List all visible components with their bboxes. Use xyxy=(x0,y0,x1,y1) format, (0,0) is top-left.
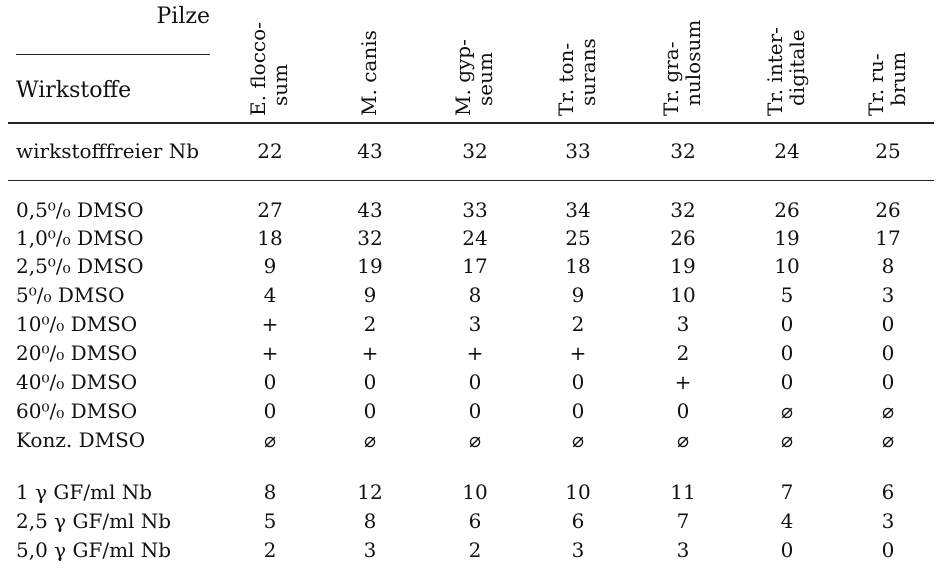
row-label: 2,5⁰/₀ DMSO xyxy=(16,254,144,278)
table-cell: 0 xyxy=(468,370,482,394)
table-cell: 25 xyxy=(565,226,591,250)
table-cell: 9 xyxy=(263,254,277,278)
row-label: 0,5⁰/₀ DMSO xyxy=(16,198,144,222)
table-cell: 7 xyxy=(780,480,794,504)
table-cell: 5 xyxy=(263,509,277,533)
table-cell: 3 xyxy=(571,538,585,562)
column-header-2 xyxy=(358,2,430,116)
table-cell: 2 xyxy=(676,341,690,365)
table-cell: 4 xyxy=(780,509,794,533)
table-cell: 3 xyxy=(468,312,482,336)
column-header-line-2: seum xyxy=(473,52,497,106)
column-header-line-1: Tr. ru- xyxy=(864,53,888,116)
header-rule xyxy=(8,122,934,124)
table-cell: 24 xyxy=(774,139,800,163)
table-cell: 12 xyxy=(357,480,383,504)
column-header-1 xyxy=(247,2,319,116)
column-header-line-2: digitale xyxy=(785,29,809,106)
table-cell: 26 xyxy=(670,226,696,250)
table-cell: 7 xyxy=(676,509,690,533)
table-cell: 0 xyxy=(571,399,585,423)
table-cell: 2 xyxy=(363,312,377,336)
row-label: Konz. DMSO xyxy=(16,428,146,452)
row-label: 20⁰/₀ DMSO xyxy=(16,341,138,365)
table-cell: 6 xyxy=(881,480,895,504)
table-cell: 18 xyxy=(257,226,283,250)
table-cell: ⌀ xyxy=(676,428,690,452)
column-header-line-1: M. canis xyxy=(357,30,381,116)
section-rule xyxy=(8,180,934,181)
table-cell: + xyxy=(569,341,587,365)
column-header-7 xyxy=(865,2,937,116)
row-label: 1,0⁰/₀ DMSO xyxy=(16,226,144,250)
table-cell: 22 xyxy=(257,139,283,163)
table-cell: + xyxy=(466,341,484,365)
table-cell: 0 xyxy=(881,341,895,365)
table-cell: 0 xyxy=(263,370,277,394)
table-cell: 0 xyxy=(780,370,794,394)
corner-header-pilze: Pilze xyxy=(156,4,210,29)
table-cell: 33 xyxy=(462,198,488,222)
column-header-line-1: Tr. inter- xyxy=(763,27,787,116)
table-cell: 27 xyxy=(257,198,283,222)
row-label: 5⁰/₀ DMSO xyxy=(16,283,125,307)
table-cell: ⌀ xyxy=(881,399,895,423)
column-header-5 xyxy=(660,2,732,116)
table-cell: 18 xyxy=(565,254,591,278)
corner-divider xyxy=(16,54,210,55)
table-cell: 32 xyxy=(670,139,696,163)
table-cell: 3 xyxy=(676,312,690,336)
table-cell: 3 xyxy=(881,283,895,307)
table-cell: 19 xyxy=(774,226,800,250)
row-label: 60⁰/₀ DMSO xyxy=(16,399,138,423)
table-cell: ⌀ xyxy=(571,428,585,452)
table-cell: 17 xyxy=(462,254,488,278)
corner-header-wirkstoffe: Wirkstoffe xyxy=(16,78,132,103)
table-cell: 6 xyxy=(571,509,585,533)
table-cell: 0 xyxy=(881,538,895,562)
row-label: 2,5 γ GF/ml Nb xyxy=(16,509,172,533)
row-label: 1 γ GF/ml Nb xyxy=(16,480,153,504)
table-cell: 0 xyxy=(780,538,794,562)
table-cell: 0 xyxy=(263,399,277,423)
table-cell: + xyxy=(674,370,692,394)
table-cell: 9 xyxy=(571,283,585,307)
table-cell: 8 xyxy=(881,254,895,278)
table-cell: ⌀ xyxy=(780,399,794,423)
table-cell: 0 xyxy=(363,370,377,394)
table-cell: 19 xyxy=(357,254,383,278)
table-cell: 34 xyxy=(565,198,591,222)
table-cell: 26 xyxy=(774,198,800,222)
table-cell: 0 xyxy=(780,312,794,336)
row-label: 5,0 γ GF/ml Nb xyxy=(16,538,172,562)
table-cell: 3 xyxy=(363,538,377,562)
table-cell: 0 xyxy=(571,370,585,394)
column-header-line-1: E. flocco- xyxy=(246,22,270,116)
table-cell: 0 xyxy=(468,399,482,423)
column-header-line-2: sum xyxy=(268,63,292,106)
row-label: 10⁰/₀ DMSO xyxy=(16,312,138,336)
table-cell: 11 xyxy=(670,480,696,504)
table-cell: 10 xyxy=(462,480,488,504)
table-cell: ⌀ xyxy=(780,428,794,452)
table-cell: 10 xyxy=(565,480,591,504)
table-cell: ⌀ xyxy=(468,428,482,452)
table-cell: 4 xyxy=(263,283,277,307)
column-header-4 xyxy=(555,2,627,116)
table-cell: 0 xyxy=(363,399,377,423)
table-cell: + xyxy=(261,312,279,336)
table-cell: 5 xyxy=(780,283,794,307)
table-cell: 32 xyxy=(357,226,383,250)
table-cell: ⌀ xyxy=(363,428,377,452)
table-cell: 33 xyxy=(565,139,591,163)
column-header-line-1: Tr. ton- xyxy=(554,42,578,116)
column-header-line-2: brum xyxy=(886,51,910,106)
table-cell: 17 xyxy=(875,226,901,250)
table-cell: 2 xyxy=(571,312,585,336)
table-cell: ⌀ xyxy=(881,428,895,452)
table-cell: 2 xyxy=(468,538,482,562)
column-header-line-2: surans xyxy=(576,38,600,106)
table-cell: 8 xyxy=(468,283,482,307)
table-cell: 0 xyxy=(881,370,895,394)
table-cell: 26 xyxy=(875,198,901,222)
table-cell: 9 xyxy=(363,283,377,307)
table-cell: 43 xyxy=(357,198,383,222)
table-cell: 19 xyxy=(670,254,696,278)
column-header-line-1: Tr. gra- xyxy=(659,41,683,116)
row-label: 40⁰/₀ DMSO xyxy=(16,370,138,394)
table-cell: 32 xyxy=(462,139,488,163)
table-cell: 10 xyxy=(670,283,696,307)
table-cell: 0 xyxy=(780,341,794,365)
table-cell: 8 xyxy=(263,480,277,504)
table-cell: 0 xyxy=(881,312,895,336)
table-cell: 2 xyxy=(263,538,277,562)
table-cell: 25 xyxy=(875,139,901,163)
column-header-line-1: M. gyp- xyxy=(451,39,475,116)
table-cell: 3 xyxy=(881,509,895,533)
table-cell: 6 xyxy=(468,509,482,533)
table-cell: 3 xyxy=(676,538,690,562)
table-cell: 43 xyxy=(357,139,383,163)
table-cell: ⌀ xyxy=(263,428,277,452)
table-cell: 24 xyxy=(462,226,488,250)
table-cell: + xyxy=(261,341,279,365)
row-label: wirkstofffreier Nb xyxy=(16,139,199,163)
table-cell: 8 xyxy=(363,509,377,533)
table-cell: 32 xyxy=(670,198,696,222)
column-header-line-2: nulosum xyxy=(681,19,705,106)
table-cell: 10 xyxy=(774,254,800,278)
column-header-3 xyxy=(452,2,524,116)
column-header-6 xyxy=(764,2,836,116)
table-cell: 0 xyxy=(676,399,690,423)
table-cell: + xyxy=(361,341,379,365)
